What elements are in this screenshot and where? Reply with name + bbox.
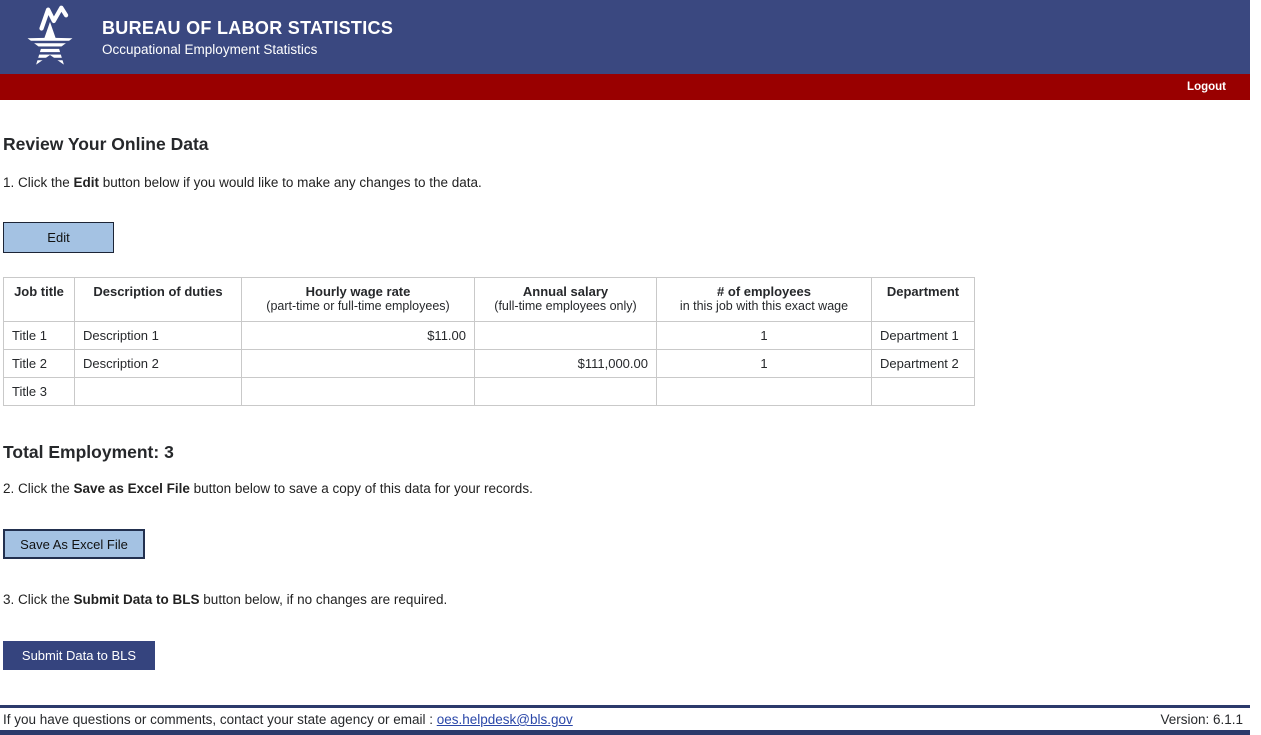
col-header-job-title xyxy=(4,278,75,322)
cell-num-employees: 1 xyxy=(657,322,872,350)
step2-suffix: button below to save a copy of this data for your records. xyxy=(189,481,533,497)
main-content xyxy=(0,100,1250,670)
step2-bold: Save as Excel File xyxy=(73,481,190,497)
bottom-border-bar xyxy=(0,730,1250,735)
cell-description: Description 2 xyxy=(75,350,242,378)
cell-job-title: Title 3 xyxy=(4,378,75,406)
cell-description: Description 1 xyxy=(75,322,242,350)
table-header-row xyxy=(4,278,975,322)
cell-description xyxy=(75,378,242,406)
page-title: Review Your Online Data xyxy=(3,134,209,154)
col-header-subtitle: in this job with this exact wage xyxy=(679,299,849,314)
header-bar xyxy=(0,0,1250,74)
col-header-subtitle: (part-time or full-time employees) xyxy=(266,299,450,314)
col-header-department xyxy=(872,278,975,322)
footer-divider xyxy=(0,705,1250,708)
app-title: Occupational Employment Statistics xyxy=(102,41,318,57)
step3-bold: Submit Data to BLS xyxy=(73,592,200,608)
total-employment-label: Total Employment: xyxy=(3,442,160,463)
footer-help-text xyxy=(3,712,573,727)
cell-department xyxy=(872,378,975,406)
col-header-annual-salary xyxy=(475,278,657,322)
col-header-title: Job title xyxy=(14,284,64,299)
cell-annual-salary: $111,000.00 xyxy=(475,350,657,378)
col-header-subtitle: (full-time employees only) xyxy=(494,299,637,314)
col-header-title: Hourly wage rate xyxy=(305,284,411,299)
cell-annual-salary xyxy=(475,378,657,406)
cell-num-employees: 1 xyxy=(657,350,872,378)
org-title: BUREAU OF LABOR STATISTICS xyxy=(102,17,394,38)
bls-star-icon xyxy=(16,3,84,71)
version-label: Version: 6.1.1 xyxy=(1160,712,1243,727)
step1-instruction xyxy=(3,175,1250,190)
col-header-title: Annual salary xyxy=(522,284,609,299)
step1-bold: Edit xyxy=(73,175,100,190)
cell-num-employees xyxy=(657,378,872,406)
step3-prefix: 3. Click the xyxy=(3,592,74,608)
col-header-title: Department xyxy=(886,284,960,299)
step2-prefix: 2. Click the xyxy=(3,481,74,497)
logout-link[interactable]: Logout xyxy=(1187,81,1226,93)
table-row xyxy=(4,350,975,378)
step2-instruction xyxy=(3,481,1250,496)
bls-logo-icon xyxy=(14,2,86,72)
footer-text: If you have questions or comments, contact your state agency or email : xyxy=(3,712,437,727)
header-titles xyxy=(102,18,393,57)
step3-suffix: button below, if no changes are required. xyxy=(199,592,448,608)
table-row xyxy=(4,322,975,350)
edit-button[interactable]: Edit xyxy=(3,222,114,253)
col-header-title: # of employees xyxy=(717,284,811,299)
submit-data-button[interactable]: Submit Data to BLS xyxy=(3,641,155,670)
review-data-table xyxy=(3,277,975,406)
cell-annual-salary xyxy=(475,322,657,350)
total-employment-heading xyxy=(3,442,1250,463)
col-header-hourly-wage xyxy=(242,278,475,322)
table-row xyxy=(4,378,975,406)
red-nav-bar xyxy=(0,74,1250,100)
cell-department: Department 1 xyxy=(872,322,975,350)
cell-job-title: Title 2 xyxy=(4,350,75,378)
cell-hourly-wage: $11.00 xyxy=(242,322,475,350)
step1-suffix: button below if you would like to make any changes to the data. xyxy=(99,175,482,190)
step1-prefix: 1. Click the xyxy=(3,175,74,190)
cell-hourly-wage xyxy=(242,378,475,406)
col-header-description xyxy=(75,278,242,322)
cell-hourly-wage xyxy=(242,350,475,378)
total-employment-value: 3 xyxy=(164,442,174,463)
cell-department: Department 2 xyxy=(872,350,975,378)
helpdesk-email-link[interactable]: oes.helpdesk@bls.gov xyxy=(436,712,573,727)
col-header-num-employees xyxy=(657,278,872,322)
cell-job-title: Title 1 xyxy=(4,322,75,350)
step3-instruction xyxy=(3,592,1250,607)
footer xyxy=(3,712,1243,727)
col-header-title: Description of duties xyxy=(93,284,223,299)
save-as-excel-button[interactable]: Save As Excel File xyxy=(3,529,145,559)
